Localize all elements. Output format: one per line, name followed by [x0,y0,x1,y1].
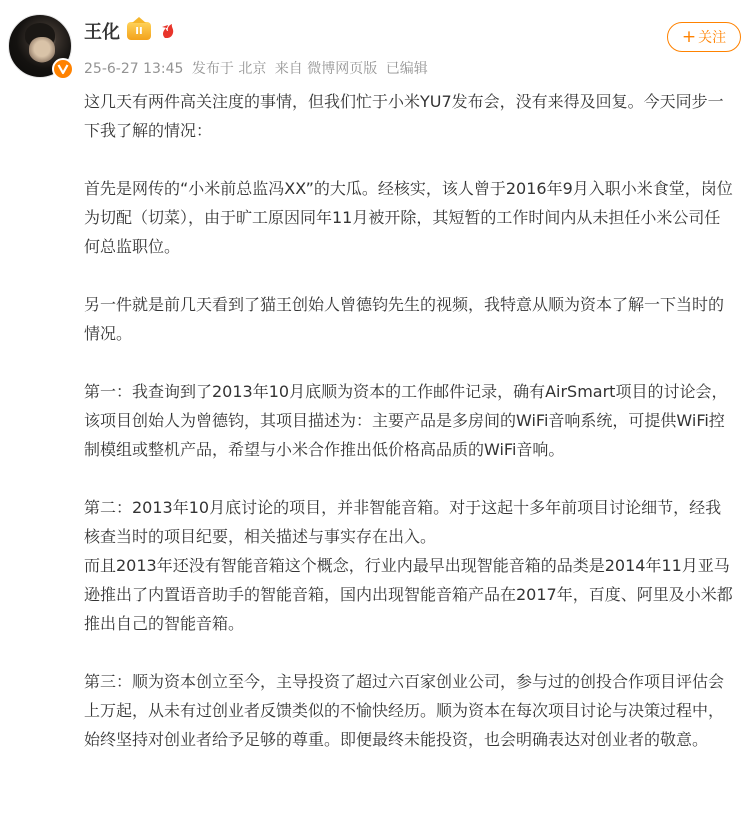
post-source: 来自 微博网页版 [274,61,378,77]
post-body [84,87,736,783]
post-paragraph-5-line-1: 第二：2013年10月底讨论的项目，并非智能音箱。对于这起十多年前项目讨论细节，经我核查当时的项目纪要，相关描述与事实存在出入。 [84,498,722,546]
vip-crown-badge-icon[interactable] [127,22,151,40]
post-header [8,14,741,84]
post-paragraph-5-line-2: 而且2013年还没有智能音箱这个概念，行业内最早出现智能音箱的品类是2014年11月亚马逊推出了内置语音助手的智能音箱，国内出现智能音箱产品在2017年，百度、阿里及小米都推出自己的智能音箱。 [84,556,733,633]
post-paragraph-2: 首先是网传的“小米前总监冯XX”的大瓜。经核实，该人曾于2016年9月入职小米食堂，岗位为切配（切菜），由于旷工原因同年11月被开除，其短暂的工作时间内从未担任小米公司任何总监职位。 [84,179,733,256]
post-paragraph-4: 第一：我查询到了2013年10月底顺为资本的工作邮件记录，确有AirSmart项目的讨论会，该项目创始人为曾德钧，其项目描述为：主要产品是多房间的WiFi音响系统，可提供WiFi控制模组或整机产品，希望与小米合作推出低价格高品质的WiFi音响。 [84,382,728,459]
post-edited-label[interactable]: 已编辑 [385,61,428,77]
post-location: 发布于 北京 [191,61,267,77]
author-name[interactable]: 王化 [84,22,120,43]
post-paragraph-1: 这几天有两件高关注度的事情，但我们忙于小米YU7发布会，没有来得及回复。今天同步一下我了解的情况： [84,92,724,140]
author-row [84,18,177,44]
post-timestamp[interactable]: 25-6-27 13:45 [84,61,184,77]
follow-button[interactable] [667,22,741,52]
post-paragraph-6: 第三：顺为资本创立至今，主导投资了超过六百家创业公司，参与过的创投合作项目评估会上万起，从未有过创业者反馈类似的不愉快经历。顺为资本在每次项目讨论与决策过程中，始终坚持对创业者给予足够的尊重。即便最终未能投资，也会明确表达对创业者的敬意。 [84,672,725,749]
post-paragraph-5 [84,493,736,638]
fire-icon[interactable] [159,22,177,40]
plus-icon: + [681,26,697,47]
post-meta [84,58,432,78]
verified-v-icon [52,58,74,80]
vip-level: II [135,25,143,37]
avatar[interactable] [8,14,72,78]
follow-button-label: 关注 [698,30,727,46]
post-paragraph-3: 另一件就是前几天看到了猫王创始人曾德钧先生的视频，我特意从顺为资本了解一下当时的情况。 [84,295,725,343]
